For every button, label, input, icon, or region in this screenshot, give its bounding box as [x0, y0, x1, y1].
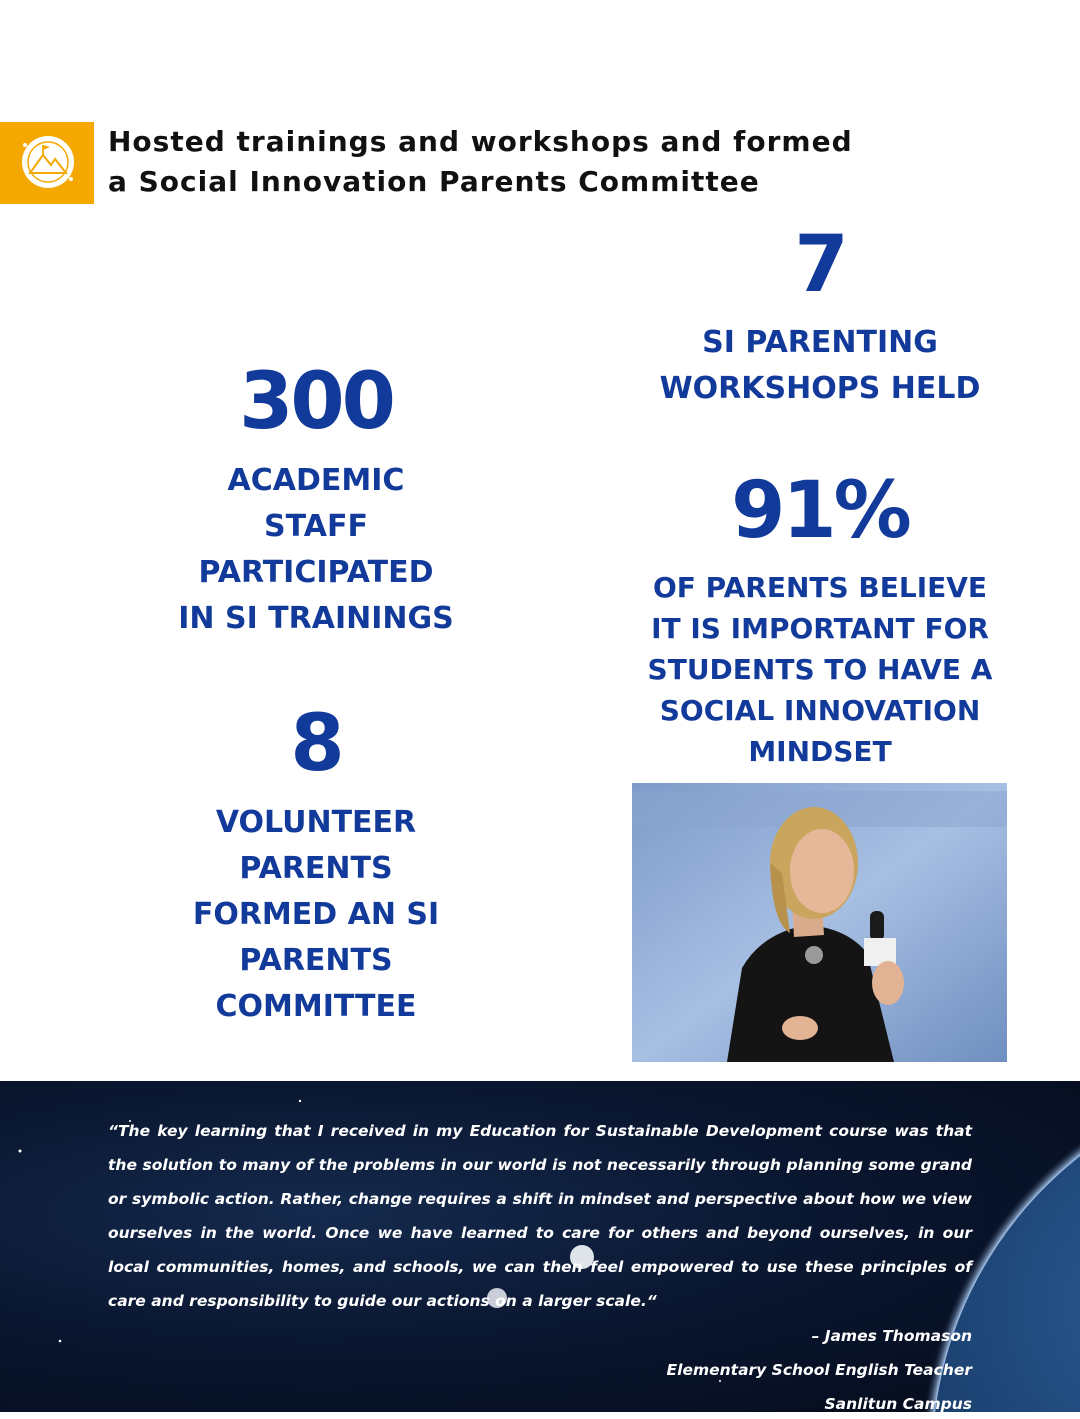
title-line-1: Hosted trainings and workshops and formed — [108, 125, 853, 158]
label-line: IT IS IMPORTANT FOR — [651, 612, 989, 645]
label-line: PARENTS — [239, 943, 393, 978]
quote-author: – James Thomason — [811, 1327, 972, 1345]
quote-author-campus: Sanlitun Campus — [824, 1395, 972, 1413]
academic-staff-label — [116, 458, 516, 642]
label-line: VOLUNTEER — [215, 805, 417, 840]
label-line: PARTICIPATED — [198, 555, 434, 590]
volunteer-parents-label — [116, 800, 516, 1030]
label-line: STAFF — [264, 509, 368, 544]
label-line: PARENTS — [239, 851, 393, 886]
quote-author-role: Elementary School English Teacher — [666, 1361, 972, 1379]
workshops-label — [620, 320, 1020, 412]
header-icon-box — [0, 122, 94, 204]
academic-staff-number: 300 — [239, 357, 393, 447]
label-line: WORKSHOPS HELD — [659, 371, 981, 406]
parents-belief-label — [610, 567, 1030, 772]
volunteer-parents-number: 8 — [290, 699, 342, 789]
workshops-number: 7 — [794, 220, 846, 310]
testimonial-quote: “The key learning that I received in my Education for Sustainable Development course was that the solution to many of the problems in our world is not necessarily through planning some grand or symbolic action. Rather, change requires a shift in mindset and perspective about how we view ourselves in the world. Once we have learned to care for others and beyond ourselves, in our local communities, homes, and schools, we can then feel empowered to use these principles of care and responsibility to guide our actions on a larger scale.“ — [108, 1122, 972, 1310]
label-line: STUDENTS TO HAVE A — [647, 653, 993, 686]
parents-belief-number: 91% — [731, 466, 909, 556]
label-line: OF PARENTS BELIEVE — [652, 571, 988, 604]
label-line: SOCIAL INNOVATION — [659, 694, 981, 727]
label-line: FORMED AN SI — [192, 897, 440, 932]
page-title — [108, 122, 1008, 202]
label-line: COMMITTEE — [215, 989, 417, 1024]
label-line: IN SI TRAININGS — [178, 601, 454, 636]
mountain-flag-icon — [17, 131, 79, 193]
speaker-with-microphone-photo — [632, 783, 1007, 1062]
label-line: MINDSET — [748, 735, 892, 768]
label-line: SI PARENTING — [702, 325, 938, 360]
label-line: ACADEMIC — [227, 463, 405, 498]
title-line-2: a Social Innovation Parents Committee — [108, 165, 760, 198]
